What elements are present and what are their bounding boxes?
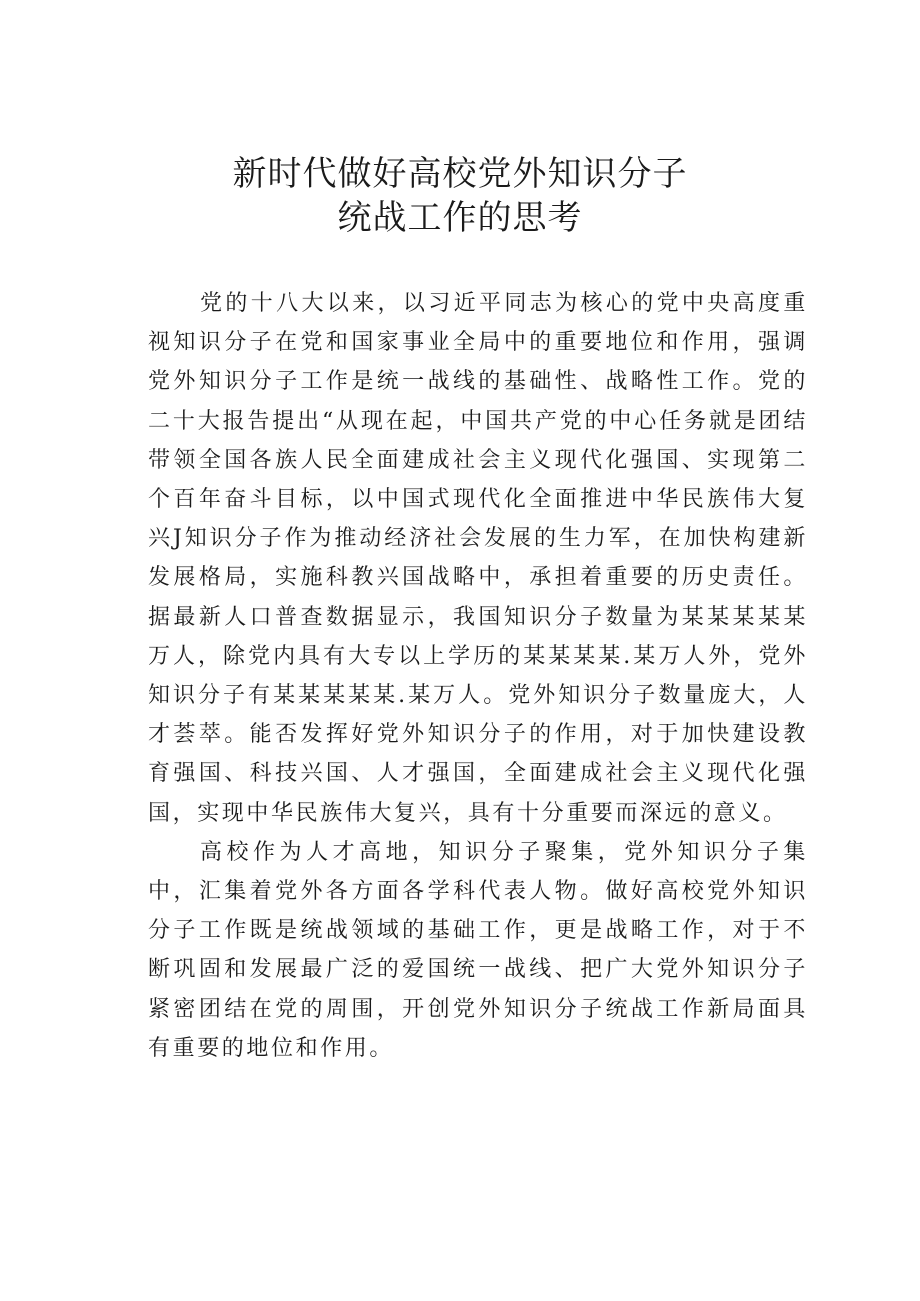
- document-body: [148, 284, 808, 1068]
- paragraph-2: 高校作为人才高地，知识分子聚集，党外知识分子集中，汇集着党外各方面各学科代表人物。做好高校党外知识分子工作既是统战领域的基础工作，更是战略工作，对于不断巩固和发展最广泛的爱国统一战线、把广大党外知识分子紧密团结在党的周围，开创党外知识分子统战工作新局面具有重要的地位和作用。: [148, 839, 808, 1061]
- document-title-line-1: 新时代做好高校党外知识分子: [232, 154, 688, 194]
- document-title-line-2: 统战工作的思考: [337, 198, 583, 238]
- paragraph-1: 党的十八大以来，以习近平同志为核心的党中央高度重视知识分子在党和国家事业全局中的重要地位和作用，强调党外知识分子工作是统一战线的基础性、战略性工作。党的二十大报告提出“从现在起，中国共产党的中心任务就是团结带领全国各族人民全面建成社会主义现代化强国、实现第二个百年奋斗目标，以中国式现代化全面推进中华民族伟大复兴J知识分子作为推动经济社会发展的生力军，在加快构建新发展格局，实施科教兴国战略中，承担着重要的历史责任。据最新人口普查数据显示，我国知识分子数量为某某某某某万人，除党内具有大专以上学历的某某某某.某万人外，党外知识分子有某某某某某.某万人。党外知识分子数量庞大，人才荟萃。能否发挥好党外知识分子的作用，对于加快建设教育强国、科技兴国、人才强国，全面建成社会主义现代化强国，实现中华民族伟大复兴，具有十分重要而深远的意义。: [148, 291, 808, 826]
